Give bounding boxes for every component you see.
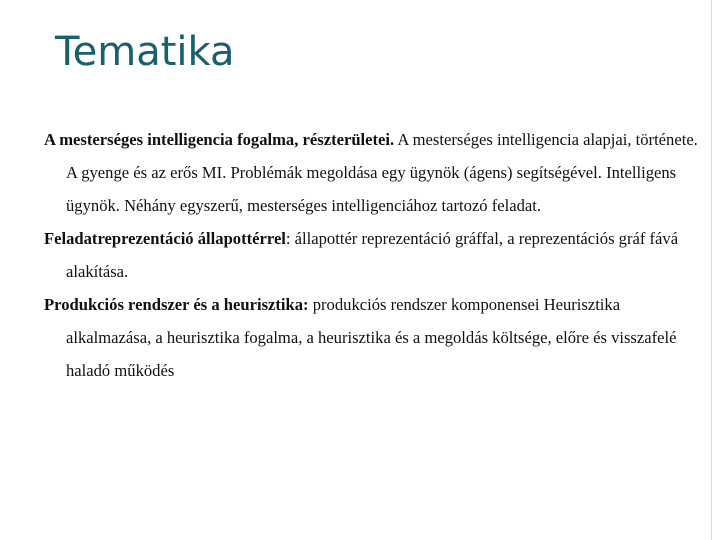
slide-edge-rule (711, 0, 712, 540)
topic-paragraph-state-space (44, 222, 700, 288)
topic-heading: Feladatreprezentáció állapottérrel (44, 229, 286, 248)
topic-heading: A mesterséges intelligencia fogalma, részterületei. (44, 130, 395, 149)
topic-heading: Produkciós rendszer és a heurisztika: (44, 295, 309, 314)
topic-text: : állapottér reprezentáció gráffal, a reprezentációs gráf fává alakítása. (66, 229, 679, 281)
slide-body (44, 123, 700, 387)
topic-text: A mesterséges intelligencia alapjai, története. A gyenge és az erős MI. Problémák megoldása egy ügynök (ágens) segítségével. Intelligens ügynök. Néhány egyszerű, mesterséges intelligenciához tartozó feladat. (66, 130, 698, 215)
topic-text: produkciós rendszer komponensei Heurisztika alkalmazása, a heurisztika fogalma, a heurisztika és a megoldás költsége, előre és visszafelé haladó működés (66, 295, 677, 380)
slide-title: Tematika (55, 29, 235, 75)
topic-paragraph-intro (44, 123, 700, 222)
topic-paragraph-production-systems (44, 288, 700, 387)
